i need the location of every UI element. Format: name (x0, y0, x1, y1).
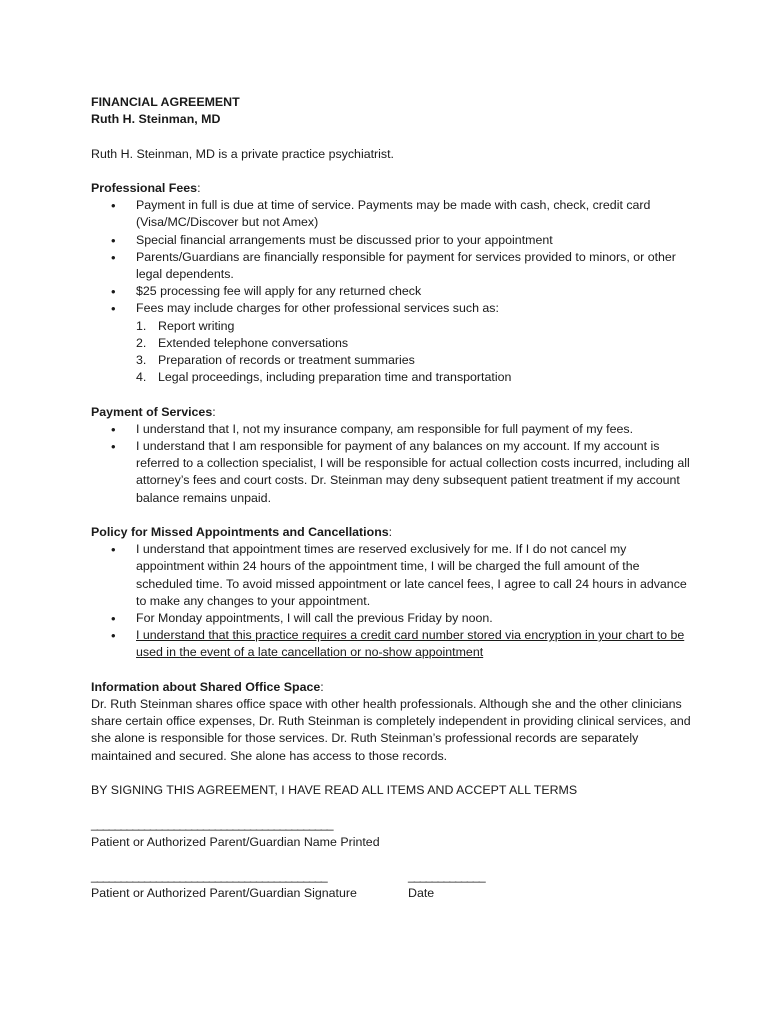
professional-fees-heading: Professional Fees: (91, 180, 201, 195)
payment-of-services-list (91, 421, 691, 507)
doctor-name: Ruth H. Steinman, MD (91, 112, 221, 127)
list-item: • $25 processing fee will apply for any returned check (91, 283, 691, 300)
document-title: FINANCIAL AGREEMENT (91, 95, 240, 109)
additional-services-list (91, 318, 691, 387)
missed-appointments-heading: Policy for Missed Appointments and Cancellations: (91, 525, 393, 540)
name-signature-line: _________________________________________ (91, 817, 333, 832)
signature-label-row (91, 885, 691, 902)
date-label: Date (408, 886, 435, 901)
credit-card-policy-text: I understand that this practice requires a credit card number stored via encryption in your chart to be used in the event of a late cancellation or no-show appointment (136, 628, 685, 660)
payment-of-services-heading: Payment of Services: (91, 404, 216, 419)
signature-line: ________________________________________ (91, 869, 327, 884)
list-item: • Special financial arrangements must be discussed prior to your appointment (91, 232, 691, 249)
shared-office-heading: Information about Shared Office Space: (91, 679, 324, 694)
list-item: • Payment in full is due at time of service. Payments may be made with cash, check, credit card (Visa/MC/Discover but not Amex) (91, 197, 691, 231)
professional-fees-list (91, 197, 691, 317)
list-item: • I understand that appointment times are reserved exclusively for me. If I do not cancel my appointment within 24 hours of the appointment time, I will be charged the full amount of the scheduled time. To avoid missed appointment or late cancel fees, I agree to call 24 hours in advance to make any changes to your appointment. (91, 541, 691, 610)
list-item: • For Monday appointments, I will call the previous Friday by noon. (91, 610, 691, 627)
numbered-item: 2. Extended telephone conversations (136, 335, 349, 350)
shared-office-body: Dr. Ruth Steinman shares office space with other health professionals. Although she and the other clinicians share certain office expenses, Dr. Ruth Steinman is completely independent in providing clinical services, and she alone is responsible for those services. Dr. Ruth Steinman’s professional records are separately maintained and secured. She alone has access to those records. (91, 697, 691, 763)
intro-text: Ruth H. Steinman, MD is a private practice psychiatrist. (91, 146, 394, 161)
numbered-item: 3. Preparation of records or treatment summaries (136, 353, 415, 368)
name-printed-label: Patient or Authorized Parent/Guardian Name Printed (91, 834, 380, 849)
date-line: _____________ (408, 869, 485, 884)
signature-date-row (91, 868, 691, 885)
acceptance-statement: BY SIGNING THIS AGREEMENT, I HAVE READ ALL ITEMS AND ACCEPT ALL TERMS (91, 783, 578, 798)
signature-label: Patient or Authorized Parent/Guardian Signature (91, 886, 357, 901)
list-item: • Parents/Guardians are financially responsible for payment for services provided to minors, or other legal dependents. (91, 249, 691, 283)
list-item: • Fees may include charges for other professional services such as: (91, 300, 691, 317)
list-item (91, 627, 691, 661)
list-item: • I understand that I, not my insurance company, am responsible for full payment of my fees. (91, 421, 691, 438)
numbered-item: 1. Report writing (136, 318, 235, 333)
missed-appointments-list (91, 541, 691, 661)
numbered-item: 4. Legal proceedings, including preparation time and transportation (136, 370, 512, 385)
list-item: • I understand that I am responsible for payment of any balances on my account. If my account is referred to a collection specialist, I will be responsible for actual collection costs incurred, including all attorney’s fees and court costs. Dr. Steinman may deny subsequent patient treatment if my account balance remains unpaid. (91, 438, 691, 507)
document-content (91, 94, 691, 902)
